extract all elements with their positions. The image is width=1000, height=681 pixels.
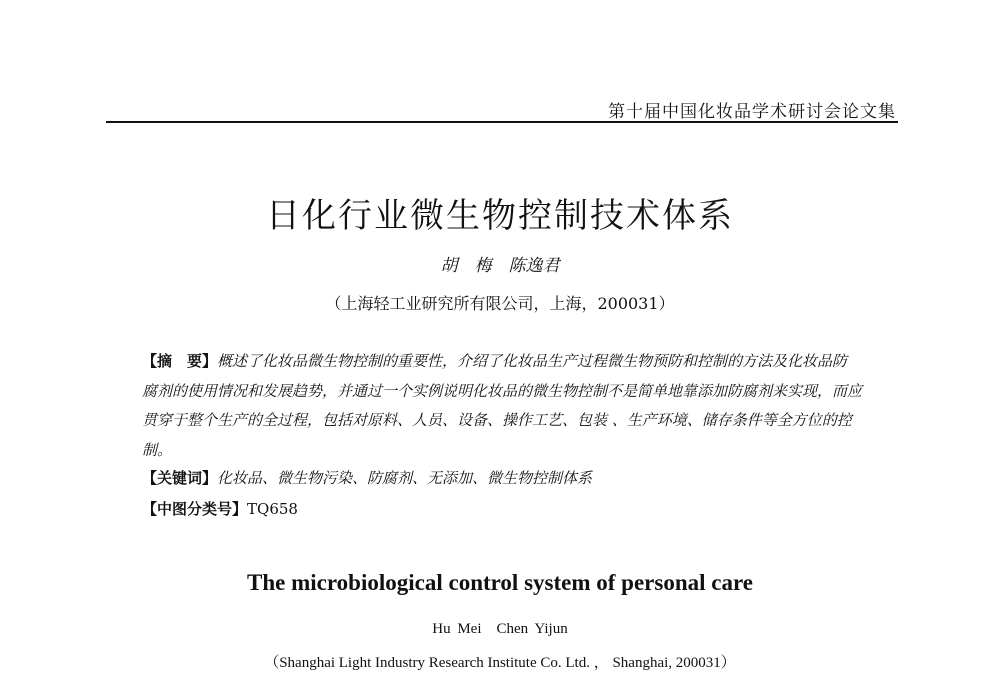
keywords-label: 【关键词】 (142, 469, 218, 487)
paper-title-en: The microbiological control system of personal care (247, 570, 753, 595)
keywords-text: 化妆品、微生物污染、防腐剂、无添加、微生物控制体系 (217, 469, 593, 487)
paper-title-cn: 日化行业微生物控制技术体系 (266, 196, 734, 236)
header-rule (106, 121, 898, 123)
classification-label: 【中图分类号】 (142, 500, 248, 518)
classification-text: TQ658 (247, 500, 298, 518)
abstract-block (142, 347, 862, 465)
authors-en: Hu Mei Chen Yijun (432, 621, 568, 637)
affiliation-en: （Shanghai Light Industry Research Institute Co. Ltd. ， Shanghai, 200031） (264, 655, 736, 671)
authors-cn: 胡 梅 陈逸君 (440, 256, 560, 276)
affiliation-cn: （上海轻工业研究所有限公司，上海，200031） (325, 294, 675, 313)
abstract-text: 概述了化妆品微生物控制的重要性，介绍了化妆品生产过程微生物预防和控制的方法及化妆品防腐剂的使用情况和发展趋势，并通过一个实例说明化妆品的微生物控制不是简单地靠添加防腐剂来实现，而应贯穿于整个生产的全过程，包括对原料、人员、设备、操作工艺、包装 、生产环境、储存条件等全方位的控制。 (142, 352, 863, 459)
abstract-label: 【摘 要】 (142, 352, 218, 370)
keywords-line (142, 467, 862, 488)
classification-line (142, 498, 862, 519)
running-head: 第十届中国化妆品学术研讨会论文集 (608, 102, 896, 122)
